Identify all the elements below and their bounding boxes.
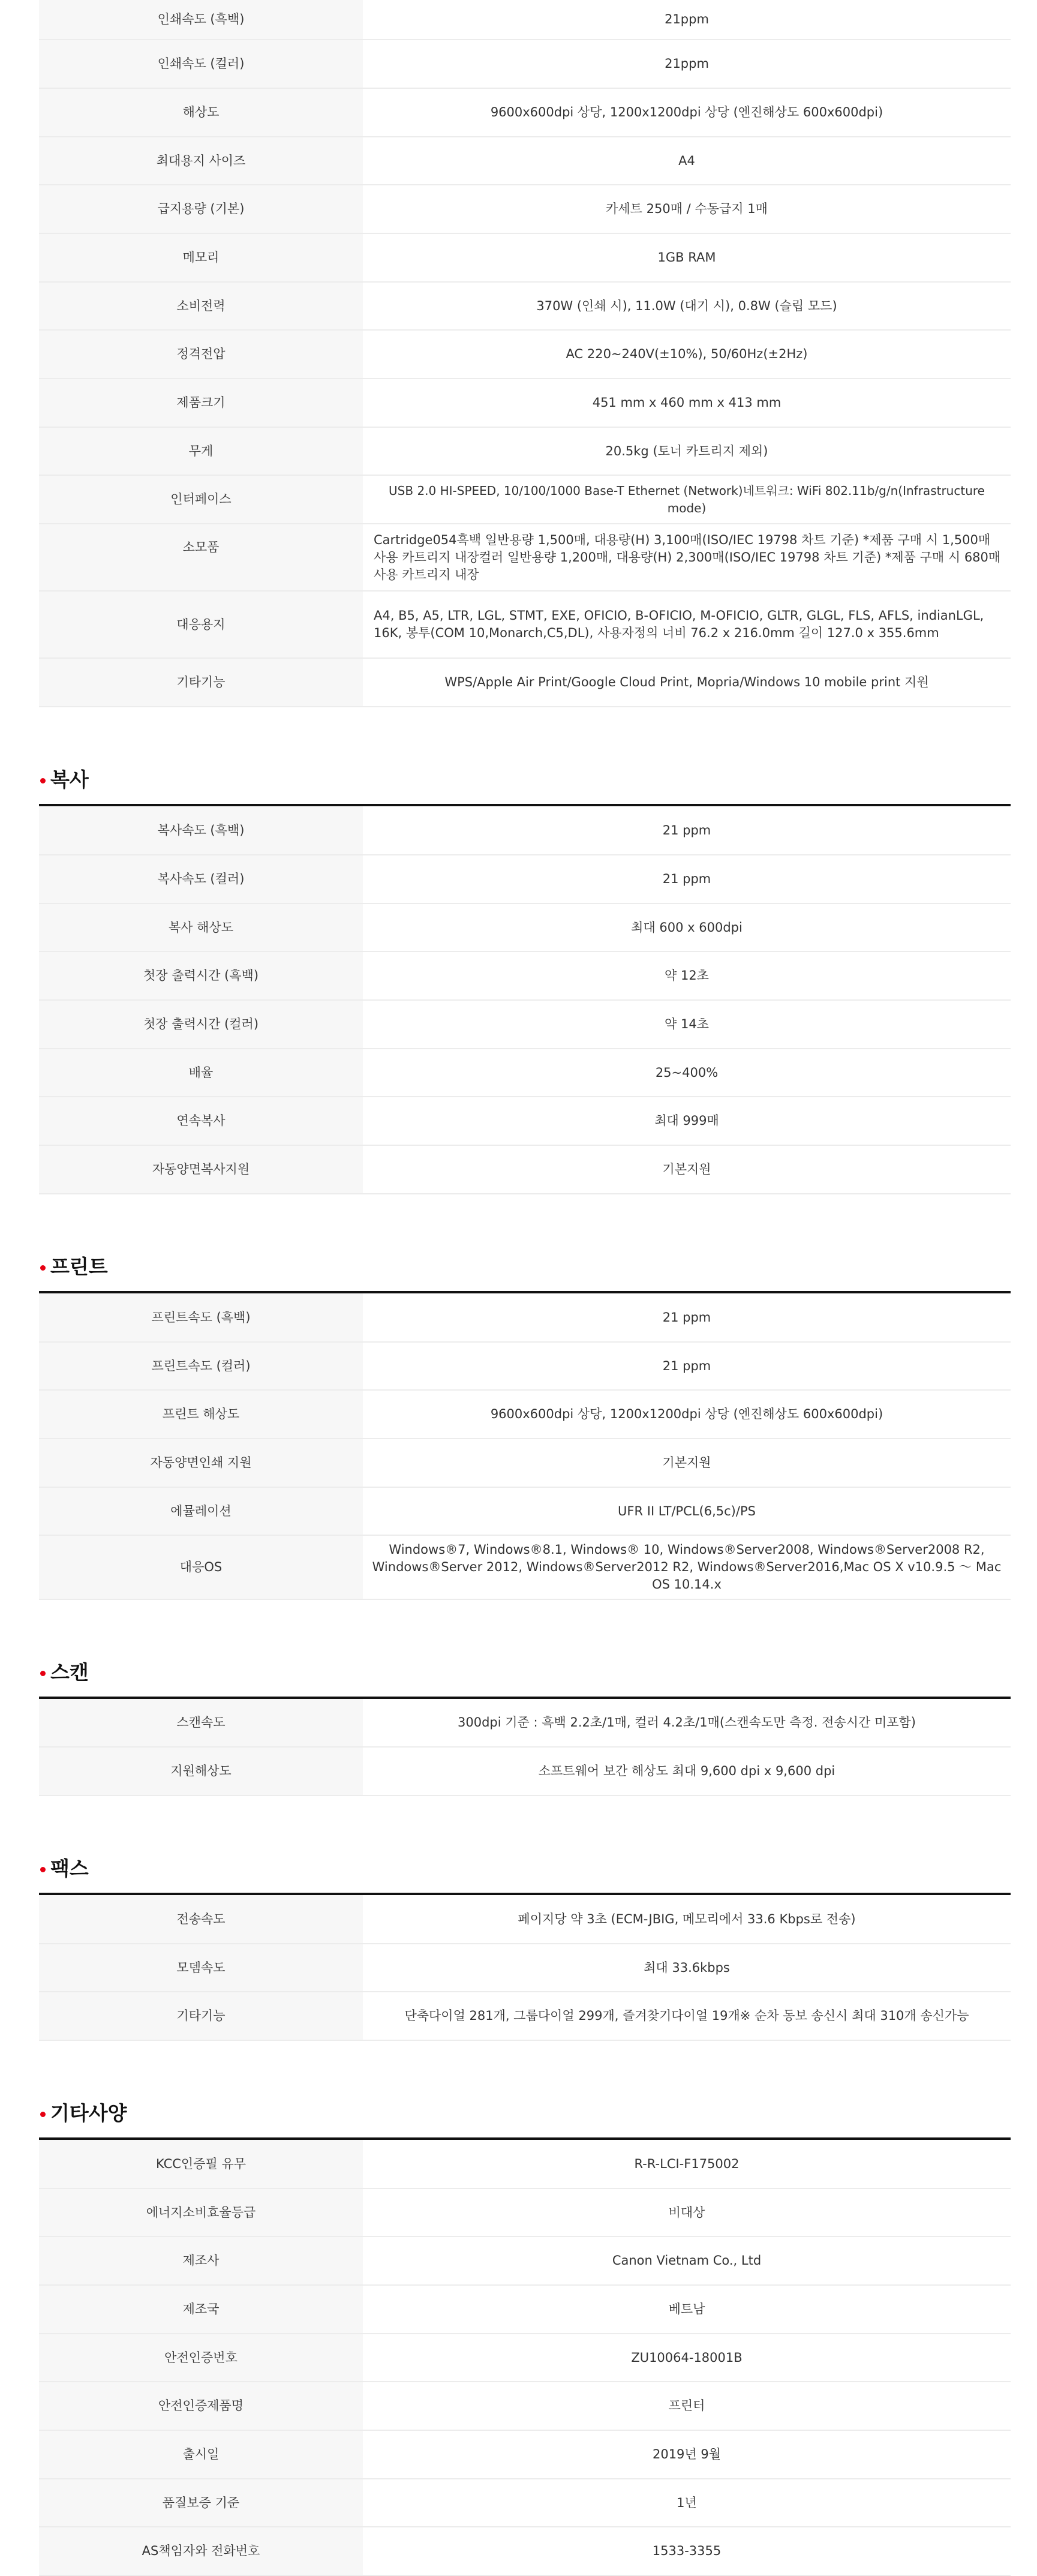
- table-row: [39, 1000, 1011, 1049]
- table-row: [39, 0, 1011, 40]
- table-row: [39, 2188, 1011, 2236]
- spec-table-print: [39, 1293, 1011, 1600]
- spec-label: 에너지소비효율등급: [39, 2188, 363, 2236]
- spec-label: 출시일: [39, 2430, 363, 2479]
- spec-label: 첫장 출력시간 (컬러): [39, 1000, 363, 1049]
- table-row: [39, 40, 1011, 88]
- spec-label: AS책임자와 전화번호: [39, 2527, 363, 2575]
- table-row: [39, 806, 1011, 855]
- table-row: [39, 2285, 1011, 2334]
- spec-value: 베트남: [363, 2285, 1011, 2334]
- bullet-dot-icon: [40, 2112, 46, 2117]
- table-row: [39, 233, 1011, 282]
- spec-value: 최대 999매: [363, 1097, 1011, 1145]
- table-row: [39, 2430, 1011, 2479]
- section-title-text: 프린트: [50, 1255, 108, 1278]
- table-row: [39, 1097, 1011, 1145]
- spec-value: 21ppm: [363, 0, 1011, 40]
- section-title-fax: [39, 1847, 1011, 1895]
- spec-value: 약 14초: [363, 1000, 1011, 1049]
- spec-table-general: [39, 0, 1011, 707]
- spec-label: 복사속도 (흑백): [39, 806, 363, 855]
- spec-label: 프린트속도 (컬러): [39, 1342, 363, 1390]
- spec-label: 제조국: [39, 2285, 363, 2334]
- spec-label: 프린트속도 (흑백): [39, 1293, 363, 1342]
- table-row: [39, 1487, 1011, 1535]
- spec-label: 연속복사: [39, 1097, 363, 1145]
- spec-value: 1년: [363, 2479, 1011, 2527]
- bullet-dot-icon: [40, 1265, 46, 1271]
- table-row: [39, 903, 1011, 951]
- spec-value: 20.5kg (토너 카트리지 제외): [363, 427, 1011, 475]
- spec-page: [39, 0, 1011, 2576]
- table-row: [39, 591, 1011, 658]
- spec-value: WPS/Apple Air Print/Google Cloud Print, Mopria/Windows 10 mobile print 지원: [363, 658, 1011, 707]
- spec-label: 인쇄속도 (흑백): [39, 0, 363, 40]
- spec-value: 기본지원: [363, 1145, 1011, 1194]
- spec-label: 복사 해상도: [39, 903, 363, 951]
- table-row: [39, 2527, 1011, 2575]
- spec-label: 인터페이스: [39, 475, 363, 524]
- spec-value: 300dpi 기준 : 흑백 2.2초/1매, 컬러 4.2초/1매(스캔속도만 측정. 전송시간 미포함): [363, 1699, 1011, 1747]
- table-row: [39, 2382, 1011, 2430]
- section-title-text: 팩스: [50, 1857, 89, 1880]
- spec-table-scan: [39, 1699, 1011, 1796]
- spec-label: 제품크기: [39, 379, 363, 427]
- table-row: [39, 1145, 1011, 1194]
- spec-value: 25~400%: [363, 1049, 1011, 1097]
- spec-value: 최대 33.6kbps: [363, 1944, 1011, 1992]
- spec-value: 9600x600dpi 상당, 1200x1200dpi 상당 (엔진해상도 600x600dpi): [363, 1390, 1011, 1439]
- spec-label: 첫장 출력시간 (흑백): [39, 951, 363, 1000]
- section-title-other: [39, 2092, 1011, 2140]
- table-row: [39, 855, 1011, 903]
- spec-value: 370W (인쇄 시), 11.0W (대기 시), 0.8W (슬립 모드): [363, 282, 1011, 330]
- spec-value: 소프트웨어 보간 해상도 최대 9,600 dpi x 9,600 dpi: [363, 1747, 1011, 1796]
- spec-label: 스캔속도: [39, 1699, 363, 1747]
- spec-value: 2019년 9월: [363, 2430, 1011, 2479]
- section-title-text: 복사: [50, 768, 89, 791]
- spec-value: UFR II LT/PCL(6,5c)/PS: [363, 1487, 1011, 1535]
- spec-label: 대응용지: [39, 591, 363, 658]
- spec-label: 인쇄속도 (컬러): [39, 40, 363, 88]
- spec-label: 에뮬레이션: [39, 1487, 363, 1535]
- table-row: [39, 330, 1011, 379]
- spec-value: USB 2.0 HI-SPEED, 10/100/1000 Base-T Ethernet (Network)네트워크: WiFi 802.11b/g/n(Infrastructure mode): [363, 475, 1011, 524]
- spec-value: 451 mm x 460 mm x 413 mm: [363, 379, 1011, 427]
- spec-value: AC 220~240V(±10%), 50/60Hz(±2Hz): [363, 330, 1011, 379]
- spec-label: 전송속도: [39, 1895, 363, 1944]
- spec-label: 자동양면인쇄 지원: [39, 1439, 363, 1487]
- spec-label: 소모품: [39, 524, 363, 591]
- table-row: [39, 1699, 1011, 1747]
- table-row: [39, 524, 1011, 591]
- spec-value: 약 12초: [363, 951, 1011, 1000]
- spec-value: Canon Vietnam Co., Ltd: [363, 2236, 1011, 2285]
- spec-label: 기타기능: [39, 658, 363, 707]
- table-row: [39, 282, 1011, 330]
- section-title-scan: [39, 1651, 1011, 1699]
- table-row: [39, 1535, 1011, 1599]
- spec-value: 1533-3355: [363, 2527, 1011, 2575]
- spec-value: 프린터: [363, 2382, 1011, 2430]
- table-row: [39, 2236, 1011, 2285]
- table-row: [39, 427, 1011, 475]
- table-row: [39, 951, 1011, 1000]
- section-title-text: 스캔: [50, 1661, 89, 1684]
- spec-label: 최대용지 사이즈: [39, 137, 363, 185]
- spec-table-copy: [39, 806, 1011, 1194]
- spec-label: 안전인증제품명: [39, 2382, 363, 2430]
- spec-value: 최대 600 x 600dpi: [363, 903, 1011, 951]
- spec-value: 기본지원: [363, 1439, 1011, 1487]
- spec-value: 21 ppm: [363, 1293, 1011, 1342]
- table-row: [39, 1895, 1011, 1944]
- spec-value: 21 ppm: [363, 806, 1011, 855]
- table-row: [39, 1747, 1011, 1796]
- table-row: [39, 185, 1011, 233]
- spec-label: 급지용량 (기본): [39, 185, 363, 233]
- bullet-dot-icon: [40, 1671, 46, 1676]
- table-row: [39, 2140, 1011, 2188]
- spec-value: ZU10064-18001B: [363, 2334, 1011, 2382]
- spec-label: 해상도: [39, 88, 363, 137]
- table-row: [39, 1390, 1011, 1439]
- spec-label: 제조사: [39, 2236, 363, 2285]
- section-title-copy: [39, 758, 1011, 806]
- spec-label: 무게: [39, 427, 363, 475]
- spec-value: 단축다이얼 281개, 그룹다이얼 299개, 즐겨찾기다이얼 19개※ 순차 동보 송신시 최대 310개 송신가능: [363, 1992, 1011, 2040]
- table-row: [39, 1439, 1011, 1487]
- spec-label: 기타기능: [39, 1992, 363, 2040]
- spec-label: 품질보증 기준: [39, 2479, 363, 2527]
- spec-value: 1GB RAM: [363, 233, 1011, 282]
- spec-value: Cartridge054흑백 일반용량 1,500매, 대용량(H) 3,100매(ISO/IEC 19798 차트 기준) *제품 구매 시 1,500매 사용 카트리지 내장컬러 일반용량 1,200매, 대용량(H) 2,300매(ISO/IEC 19798 차트 기준) *제품 구매 시 680매 사용 카트리지 내장: [363, 524, 1011, 591]
- table-row: [39, 1293, 1011, 1342]
- table-row: [39, 137, 1011, 185]
- spec-label: 자동양면복사지원: [39, 1145, 363, 1194]
- table-row: [39, 658, 1011, 707]
- spec-value: A4: [363, 137, 1011, 185]
- spec-table-other: [39, 2140, 1011, 2576]
- table-row: [39, 1992, 1011, 2040]
- spec-label: 복사속도 (컬러): [39, 855, 363, 903]
- spec-label: KCC인증필 유무: [39, 2140, 363, 2188]
- spec-label: 프린트 해상도: [39, 1390, 363, 1439]
- section-title-text: 기타사양: [50, 2101, 127, 2125]
- bullet-dot-icon: [40, 778, 46, 783]
- table-row: [39, 88, 1011, 137]
- section-title-print: [39, 1245, 1011, 1293]
- spec-value: 9600x600dpi 상당, 1200x1200dpi 상당 (엔진해상도 600x600dpi): [363, 88, 1011, 137]
- table-row: [39, 2479, 1011, 2527]
- bullet-dot-icon: [40, 1867, 46, 1872]
- table-row: [39, 1049, 1011, 1097]
- spec-value: A4, B5, A5, LTR, LGL, STMT, EXE, OFICIO, B-OFICIO, M-OFICIO, GLTR, GLGL, FLS, AFLS, indianLGL, 16K, 봉투(COM 10,Monarch,C5,DL), 사용자정의 너비 76.2 x 216.0mm 길이 127.0 x 355.6mm: [363, 591, 1011, 658]
- table-row: [39, 475, 1011, 524]
- spec-value: 21 ppm: [363, 855, 1011, 903]
- table-row: [39, 1342, 1011, 1390]
- spec-label: 메모리: [39, 233, 363, 282]
- spec-label: 모뎀속도: [39, 1944, 363, 1992]
- table-row: [39, 379, 1011, 427]
- spec-value: 페이지당 약 3초 (ECM-JBIG, 메모리에서 33.6 Kbps로 전송): [363, 1895, 1011, 1944]
- spec-value: 카세트 250매 / 수동급지 1매: [363, 185, 1011, 233]
- spec-label: 지원해상도: [39, 1747, 363, 1796]
- table-row: [39, 1944, 1011, 1992]
- spec-label: 배율: [39, 1049, 363, 1097]
- spec-label: 대응OS: [39, 1535, 363, 1599]
- spec-value: Windows®7, Windows®8.1, Windows® 10, Windows®Server2008, Windows®Server2008 R2, Windows®Server 2012, Windows®Server2012 R2, Windows®Server2016,Mac OS X v10.9.5 ～ Mac OS 10.14.x: [363, 1535, 1011, 1599]
- spec-table-fax: [39, 1895, 1011, 2041]
- spec-value: 21 ppm: [363, 1342, 1011, 1390]
- spec-value: 21ppm: [363, 40, 1011, 88]
- spec-label: 정격전압: [39, 330, 363, 379]
- spec-label: 안전인증번호: [39, 2334, 363, 2382]
- spec-value: R-R-LCI-F175002: [363, 2140, 1011, 2188]
- spec-label: 소비전력: [39, 282, 363, 330]
- table-row: [39, 2334, 1011, 2382]
- spec-value: 비대상: [363, 2188, 1011, 2236]
